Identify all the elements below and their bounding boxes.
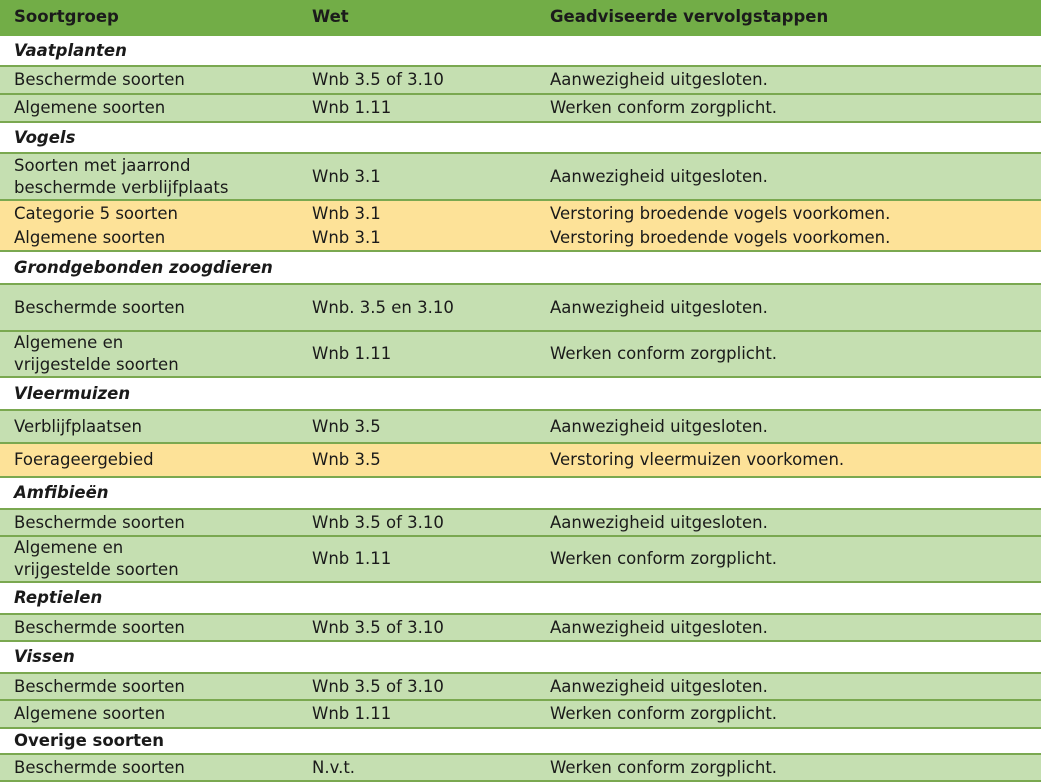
- cell-wet: Wnb 3.1: [312, 228, 381, 247]
- group-row: [0, 36, 1041, 67]
- cell-soortgroep: Algemene soorten: [14, 98, 166, 117]
- table-row: [0, 411, 1041, 444]
- cell-soortgroep: Beschermde soorten: [14, 70, 185, 89]
- table-row: [0, 674, 1041, 701]
- group-label: Overige soorten: [14, 731, 164, 750]
- table-row: [0, 537, 1041, 583]
- cell-soortgroep: Algemene soorten: [14, 704, 166, 723]
- cell-vervolgstap: Verstoring vleermuizen voorkomen.: [550, 450, 845, 469]
- group-row: [0, 478, 1041, 510]
- group-label: Vaatplanten: [14, 40, 127, 60]
- cell-vervolgstap: Werken conform zorgplicht.: [550, 98, 778, 117]
- table-row: [0, 701, 1041, 729]
- cell-wet: Wnb 1.11: [312, 344, 392, 363]
- group-label: Vissen: [14, 647, 75, 666]
- table-row: [0, 67, 1041, 95]
- cell-vervolgstap: Aanwezigheid uitgesloten.: [550, 416, 768, 436]
- table-row: [0, 285, 1041, 332]
- table-row: [0, 154, 1041, 201]
- cell-vervolgstap: Werken conform zorgplicht.: [550, 344, 778, 363]
- table-row: [0, 615, 1041, 642]
- cell-soortgroep: Beschermde soorten: [14, 297, 185, 317]
- group-label: Grondgebonden zoogdieren: [14, 257, 273, 277]
- cell-wet: Wnb 3.5: [312, 416, 381, 436]
- table-row: [0, 444, 1041, 478]
- cell-soortgroep: Beschermde soorten: [14, 512, 185, 532]
- cell-wet: N.v.t.: [312, 757, 356, 777]
- cell-vervolgstap: Verstoring broedende vogels voorkomen.: [550, 228, 891, 247]
- cell-soortgroep: Verblijfplaatsen: [14, 416, 142, 436]
- cell-soortgroep: Algemene en vrijgestelde soorten: [14, 538, 179, 579]
- cell-soortgroep: Categorie 5 soorten: [14, 203, 178, 223]
- cell-soortgroep: Algemene en vrijgestelde soorten: [14, 333, 179, 374]
- cell-wet: Wnb. 3.5 en 3.10: [312, 297, 454, 317]
- cell-wet: Wnb 1.11: [312, 549, 392, 568]
- group-label: Vogels: [14, 127, 76, 147]
- cell-soortgroep: Beschermde soorten: [14, 676, 185, 696]
- cell-vervolgstap: Verstoring broedende vogels voorkomen.: [550, 203, 891, 223]
- header-soortgroep: Soortgroep: [14, 7, 119, 26]
- cell-soortgroep: Algemene soorten: [14, 228, 166, 247]
- cell-wet: Wnb 3.1: [312, 203, 381, 223]
- header-vervolgstappen: Geadviseerde vervolgstappen: [550, 7, 829, 26]
- cell-wet: Wnb 3.5 of 3.10: [312, 617, 444, 637]
- group-row: [0, 252, 1041, 285]
- group-row: [0, 378, 1041, 411]
- table-row: [0, 510, 1041, 537]
- cell-vervolgstap: Aanwezigheid uitgesloten.: [550, 297, 768, 317]
- table-row: [0, 226, 1041, 252]
- cell-soortgroep: Foerageergebied: [14, 450, 154, 469]
- cell-wet: Wnb 3.5 of 3.10: [312, 676, 444, 696]
- group-row: [0, 729, 1041, 755]
- group-row: [0, 642, 1041, 674]
- cell-wet: Wnb 3.5 of 3.10: [312, 70, 444, 89]
- header-wet: Wet: [312, 7, 349, 26]
- group-row: [0, 123, 1041, 154]
- table-row: [0, 332, 1041, 378]
- table-row: [0, 201, 1041, 226]
- table-row: [0, 95, 1041, 123]
- cell-soortgroep: Beschermde soorten: [14, 757, 185, 777]
- cell-wet: Wnb 3.5: [312, 450, 381, 469]
- cell-soortgroep: Beschermde soorten: [14, 617, 185, 637]
- cell-wet: Wnb 3.1: [312, 166, 381, 186]
- cell-wet: Wnb 1.11: [312, 704, 392, 723]
- cell-wet: Wnb 1.11: [312, 98, 392, 117]
- cell-soortgroep: Soorten met jaarrond beschermde verblijfplaats: [14, 155, 229, 197]
- table-header: [0, 0, 1041, 36]
- cell-vervolgstap: Aanwezigheid uitgesloten.: [550, 512, 768, 532]
- cell-vervolgstap: Aanwezigheid uitgesloten.: [550, 166, 768, 186]
- group-label: Amfibieën: [14, 483, 109, 502]
- group-row: [0, 583, 1041, 615]
- cell-vervolgstap: Werken conform zorgplicht.: [550, 704, 778, 723]
- cell-vervolgstap: Aanwezigheid uitgesloten.: [550, 617, 768, 637]
- cell-vervolgstap: Aanwezigheid uitgesloten.: [550, 676, 768, 696]
- cell-vervolgstap: Werken conform zorgplicht.: [550, 757, 778, 777]
- cell-vervolgstap: Aanwezigheid uitgesloten.: [550, 70, 768, 89]
- cell-vervolgstap: Werken conform zorgplicht.: [550, 549, 778, 568]
- group-label: Vleermuizen: [14, 383, 131, 403]
- cell-wet: Wnb 3.5 of 3.10: [312, 512, 444, 532]
- group-label: Reptielen: [14, 588, 103, 607]
- table-row: [0, 755, 1041, 782]
